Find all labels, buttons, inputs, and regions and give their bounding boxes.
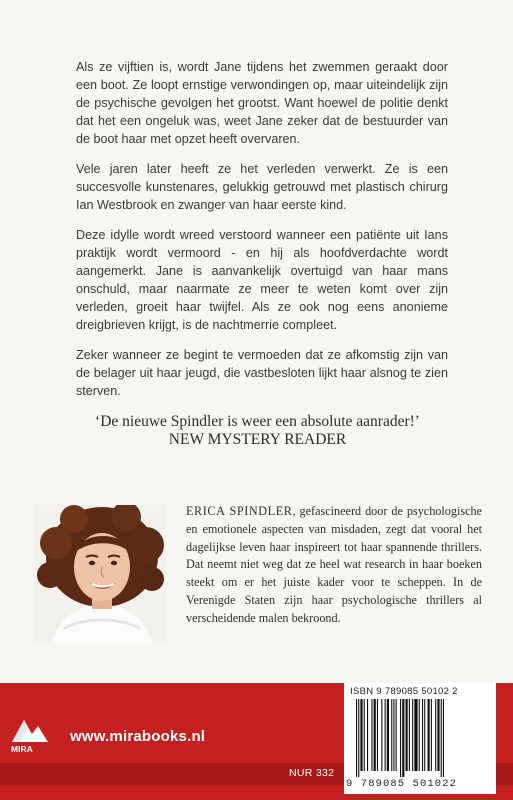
barcode-bar bbox=[431, 699, 432, 771]
blurb-paragraph-2: Vele jaren later heeft ze het verleden verwerkt. Ze is een succesvolle kunstenares, gelukkig getrouwd met plastisch chirurg Ian Westbrook en zwanger van haar eerste kind. bbox=[76, 162, 448, 212]
review-quote: ‘De nieuwe Spindler is weer een absolute aanrader!’ bbox=[95, 413, 420, 430]
barcode-bar bbox=[402, 699, 404, 777]
barcode-bar bbox=[367, 699, 368, 771]
barcode-bar bbox=[364, 699, 365, 771]
barcode-bar bbox=[414, 699, 417, 771]
barcode-bar bbox=[358, 699, 359, 777]
barcode-bar bbox=[424, 699, 425, 771]
mira-logo bbox=[8, 716, 52, 754]
barcode-bar bbox=[371, 699, 372, 771]
barcode-bar bbox=[393, 699, 394, 771]
isbn-label: ISBN 9 789085 50102 2 bbox=[350, 686, 458, 697]
blurb-paragraph-1: Als ze vijftien is, wordt Jane tijdens het zwemmen geraakt door een boot. Ze loopt ernstige verwondingen op, maar uiteindelijk zijn de psychische gevolgen het grootst. Want hoewel de politie denkt dat het een ongeluk was, weet Jane zeker dat de bestuurder van de boot haar met opzet heeft overvaren. bbox=[76, 60, 448, 146]
barcode-bar bbox=[396, 699, 397, 771]
barcode-bar bbox=[437, 699, 439, 771]
ean-digits: 9 789085 501022 bbox=[346, 778, 458, 790]
mira-logo-text: MIRA bbox=[11, 744, 33, 754]
barcode-bar bbox=[441, 699, 442, 777]
barcode-bar bbox=[381, 699, 382, 771]
barcode-bar bbox=[435, 699, 436, 771]
barcode-icon bbox=[356, 699, 484, 779]
barcode-bar bbox=[412, 699, 413, 771]
author-name: ERICA SPINDLER bbox=[186, 504, 293, 518]
barcode-bar bbox=[409, 699, 410, 771]
nur-code: NUR 332 bbox=[289, 767, 335, 779]
barcode-bar bbox=[374, 699, 376, 771]
barcode-bar bbox=[419, 699, 420, 771]
barcode-bar bbox=[387, 699, 389, 771]
barcode-panel bbox=[344, 683, 496, 794]
author-photo bbox=[34, 505, 166, 643]
barcode-bar bbox=[385, 699, 386, 771]
barcode-bar bbox=[360, 699, 362, 771]
author-bio bbox=[186, 503, 482, 628]
barcode-bar bbox=[356, 699, 357, 777]
review-quote-source: NEW MYSTERY READER bbox=[168, 431, 347, 448]
barcode-bar bbox=[377, 699, 378, 771]
barcode-bar bbox=[406, 699, 408, 771]
website-link[interactable]: www.mirabooks.nl bbox=[70, 728, 206, 745]
barcode-bar bbox=[443, 699, 444, 777]
author-bio-text: , gefascineerd door de psychologische en emotionele aspecten van misdaden, zegt dat vooral het dagelijkse leven haar inspireert tot haar spannende thrillers. Dat neemt niet weg dat ze heel wat research in haar boeken steekt om er het juiste kader voor te scheppen. In de Verenigde Staten zijn haar psychologische thrillers al verscheidende malen bekroond. bbox=[186, 504, 482, 625]
barcode-bar bbox=[400, 699, 401, 777]
barcode-bar bbox=[391, 699, 392, 771]
blurb-paragraph-4: Zeker wanneer ze begint te vermoeden dat ze afkomstig zijn van de belager uit haar jeugd, die vastbesloten lijkt haar alsnog te zien sterven. bbox=[76, 348, 448, 398]
barcode-bar bbox=[422, 699, 423, 771]
barcode-bar bbox=[428, 699, 430, 771]
blurb-paragraph-3: Deze idylle wordt wreed verstoord wanneer een patiënte uit Ians praktijk wordt vermoord - en hij als hoofdverdachte wordt aangemerkt. Jane is aanvankelijk overtuigd van haar mans onschuld, maar naarmate ze meer te weten komt over zijn verleden, groeit haar twijfel. Als ze ook nog eens anonieme dreigbrieven krijgt, is de nachtmerrie compleet. bbox=[76, 228, 448, 332]
